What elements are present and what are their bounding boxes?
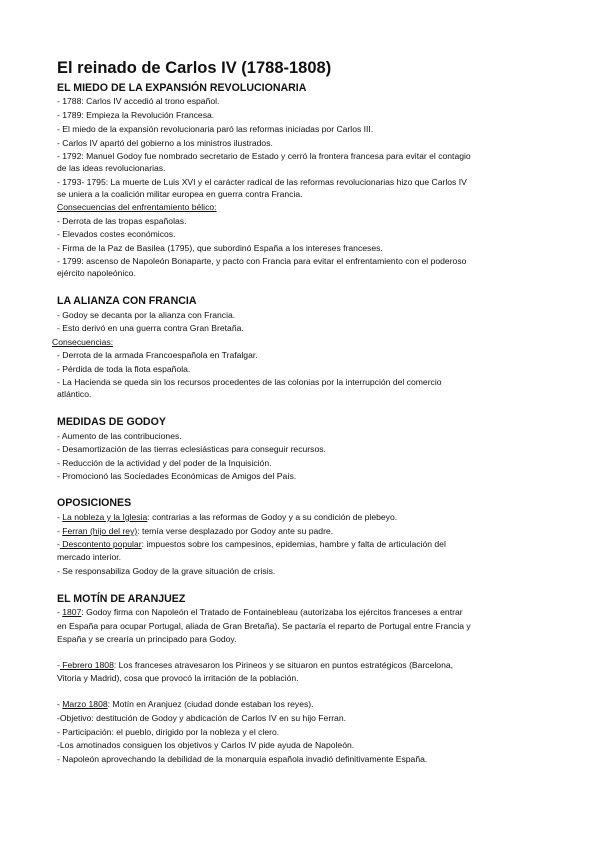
text-line: - 1788: Carlos IV accedió al trono español. — [57, 96, 220, 106]
section-heading-oposiciones: OPOSICIONES — [57, 497, 132, 509]
text-fragment: - — [57, 660, 60, 670]
text-line: - Esto derivó en una guerra contra Gran Bretaña. — [57, 323, 244, 333]
text-line: -Los amotinados consiguen los objetivos y Carlos IV pide ayuda de Napoleón. — [57, 740, 355, 750]
page-title: El reinado de Carlos IV (1788-1808) — [57, 59, 332, 77]
text-line: - Reducción de la actividad y del poder de la Inquisición. — [57, 458, 272, 468]
text-line — [57, 526, 333, 537]
underlined-term: Marzo 1808 — [62, 699, 108, 709]
text-fragment: - — [57, 607, 63, 617]
text-line: España y se crearía un principado para Godoy. — [57, 634, 237, 644]
text-line: - Derrota de la armada Francoespañola en Trafalgar. — [57, 350, 258, 360]
text-fragment: : temía verse desplazado por Godoy ante su padre. — [137, 526, 334, 536]
text-line: - Aumento de las contribuciones. — [57, 431, 182, 441]
underlined-term: Febrero 1808 — [59, 660, 114, 670]
text-line: - El miedo de la expansión revolucionaria paró las reformas iniciadas por Carlos III. — [57, 124, 374, 134]
text-line: - Pérdida de toda la flota española. — [57, 364, 191, 374]
underlined-term: La nobleza y la Iglesia — [62, 512, 148, 522]
text-line: - La Hacienda se queda sin los recursos procedentes de las colonias por la interrupción del comercio — [57, 377, 442, 387]
section-heading-medidas: MEDIDAS DE GODOY — [57, 416, 166, 428]
text-line: - 1789: Empieza la Revolución Francesa. — [57, 110, 215, 120]
text-line: se uniera a la coalición militar europea en guerra contra Francia. — [57, 189, 303, 199]
text-line: Vitoria y Madrid), cosa que provocó la irritación de la población. — [57, 673, 299, 683]
text-line: -Objetivo: destitución de Godoy y abdicación de Carlos IV en su hijo Ferran. — [57, 713, 346, 723]
underlined-term: Descontento popular — [59, 539, 142, 549]
text-line: - Participación: el pueblo, dirigido por la nobleza y el clero. — [57, 727, 280, 737]
text-line: - Godoy se decanta por la alianza con Francia. — [57, 310, 236, 320]
text-fragment: - — [57, 539, 60, 549]
section-heading-motin: EL MOTÍN DE ARANJUEZ — [57, 593, 186, 605]
text-fragment: : contrarias a las reformas de Godoy y a su condición de plebeyo. — [147, 512, 398, 522]
text-line: - Derrota de las tropas españolas. — [57, 216, 187, 226]
text-line: - 1793- 1795: La muerte de Luis XVI y el carácter radical de las reformas revolucionarias hizo que Carlos IV — [57, 177, 467, 187]
text-fragment: : Godoy firma con Napoleón el Tratado de Fontainebleau (autorizaba los ejércitos franceses a entrar — [81, 607, 463, 617]
text-line: - Elevados costes económicos. — [57, 229, 176, 239]
text-line — [57, 660, 453, 671]
section-heading-miedo: EL MIEDO DE LA EXPANSIÓN REVOLUCIONARIA — [57, 82, 307, 94]
text-line: de las ideas revolucionarias. — [57, 163, 166, 173]
text-fragment: - — [57, 699, 63, 709]
underlined-term: Ferran (hijo del rey) — [62, 526, 138, 536]
text-line: - Se responsabiliza Godoy de la grave situación de crisis. — [57, 566, 276, 576]
text-line: - 1799: ascenso de Napoleón Bonaparte, y pacto con Francia para evitar el enfrentamiento con el poderoso — [57, 256, 467, 266]
text-fragment: : impuestos sobre los campesinos, epidemias, hambre y falta de articulación del — [141, 539, 446, 549]
text-line — [57, 512, 397, 523]
text-line: - Napoleón aprovechando la debilidad de la monarquía española invadió definitivamente España. — [57, 754, 428, 764]
text-fragment: - — [57, 512, 63, 522]
subheading-consecuencias: Consecuencias del enfrentamiento bélico: — [57, 202, 217, 212]
text-fragment: - — [57, 526, 63, 536]
text-line: - Firma de la Paz de Basilea (1795), que subordinó España a los intereses franceses. — [57, 243, 383, 253]
section-heading-alianza: LA ALIANZA CON FRANCIA — [57, 295, 197, 307]
text-line: - Promocionó las Sociedades Económicas de Amigos del País. — [57, 471, 297, 481]
text-fragment: : Motín en Aranjuez (ciudad donde estaban los reyes). — [107, 699, 314, 709]
underlined-term: 1807 — [62, 607, 82, 617]
text-line: en España para ocupar Portugal, aliada de Gran Bretaña). Se pactaría el reparto de Portugal entre Francia y — [57, 621, 471, 631]
text-line: atlántico. — [57, 389, 92, 399]
text-line — [57, 539, 446, 550]
text-line: - Desamortización de las tierras eclesiásticas para conseguir recursos. — [57, 444, 326, 454]
text-line — [57, 699, 314, 710]
text-line: - 1792: Manuel Godoy fue nombrado secretario de Estado y cerró la frontera francesa para evitar el contagio — [57, 151, 471, 161]
text-line: mercado interior. — [57, 552, 122, 562]
text-fragment: : Los franceses atravesaron los Pirineos y se situaron en puntos estratégicos (Barcelona, — [113, 660, 454, 670]
text-line: ejército napoleónico. — [57, 268, 136, 278]
text-line — [57, 607, 463, 618]
text-line: - Carlos IV apartó del gobierno a los ministros ilustrados. — [57, 138, 273, 148]
subheading-consecuencias: Consecuencias: — [52, 337, 114, 347]
